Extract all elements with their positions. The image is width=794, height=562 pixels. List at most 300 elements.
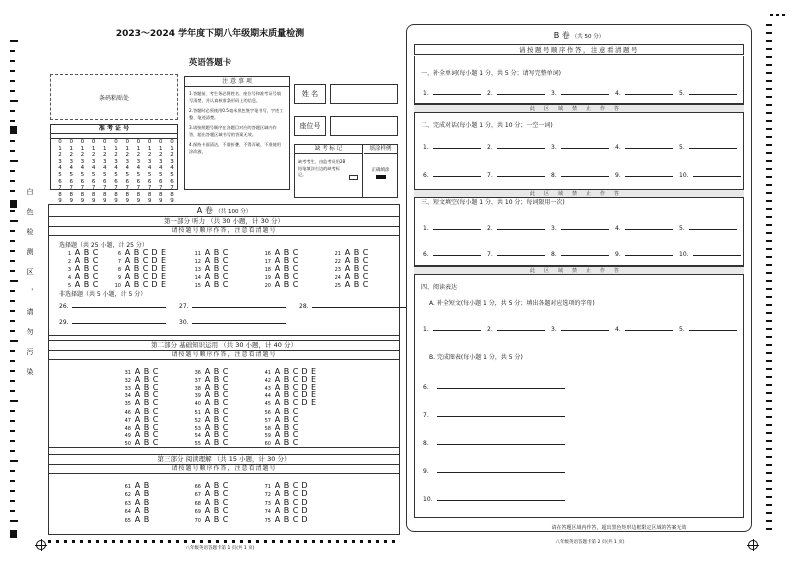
answer-line[interactable]: [497, 142, 545, 149]
option-bubble[interactable]: B: [353, 272, 360, 281]
admission-digit[interactable]: 3: [170, 158, 174, 165]
option-bubble[interactable]: B: [143, 390, 150, 400]
option-bubble[interactable]: C: [292, 506, 299, 516]
reading-question[interactable]: [189, 515, 230, 524]
option-bubble[interactable]: B: [213, 414, 220, 424]
option-bubble[interactable]: A: [134, 506, 141, 516]
admission-digit[interactable]: 2: [69, 152, 73, 159]
option-bubble[interactable]: A: [274, 407, 281, 416]
option-bubble[interactable]: A: [274, 390, 281, 400]
option-bubble[interactable]: A: [204, 422, 211, 432]
option-bubble[interactable]: A: [204, 248, 211, 257]
admission-digit[interactable]: 3: [91, 158, 96, 165]
option-bubble[interactable]: D: [301, 367, 308, 376]
option-bubble[interactable]: C: [222, 248, 229, 257]
answer-item[interactable]: [487, 88, 545, 97]
admission-column[interactable]: [133, 139, 143, 205]
option-bubble[interactable]: C: [362, 256, 369, 265]
option-bubble[interactable]: C: [152, 367, 159, 376]
option-bubble[interactable]: B: [283, 407, 290, 416]
option-bubble[interactable]: A: [274, 272, 281, 281]
option-bubble[interactable]: C: [152, 414, 159, 424]
option-bubble[interactable]: A: [204, 514, 211, 524]
admission-digit[interactable]: 8: [103, 191, 107, 198]
option-bubble[interactable]: B: [283, 506, 290, 516]
option-bubble[interactable]: E: [310, 398, 317, 408]
option-bubble[interactable]: C: [292, 422, 299, 432]
answer-line[interactable]: [689, 142, 737, 149]
admission-digit[interactable]: 5: [159, 171, 163, 178]
admission-digit[interactable]: 8: [136, 191, 141, 198]
option-bubble[interactable]: B: [143, 382, 150, 392]
option-bubble[interactable]: A: [134, 430, 141, 440]
option-bubble[interactable]: B: [143, 514, 150, 524]
admission-digit[interactable]: 4: [58, 165, 62, 172]
option-bubble[interactable]: B: [213, 272, 220, 281]
admission-digit[interactable]: 8: [58, 191, 62, 198]
admission-digit[interactable]: 8: [114, 191, 118, 198]
admission-digit[interactable]: 0: [114, 139, 118, 145]
option-bubble[interactable]: C: [92, 248, 99, 257]
admission-digit[interactable]: 4: [159, 165, 163, 172]
option-bubble[interactable]: A: [134, 438, 141, 448]
answer-line[interactable]: [561, 324, 609, 331]
option-bubble[interactable]: A: [124, 256, 131, 265]
option-bubble[interactable]: A: [74, 272, 81, 281]
option-bubble[interactable]: B: [213, 506, 220, 516]
admission-digit[interactable]: 7: [136, 185, 141, 192]
option-bubble[interactable]: A: [134, 414, 141, 424]
name-input[interactable]: [330, 84, 398, 104]
option-bubble[interactable]: C: [292, 272, 299, 281]
admission-digit[interactable]: 5: [125, 171, 129, 178]
admission-digit[interactable]: 7: [91, 185, 96, 192]
option-bubble[interactable]: C: [362, 280, 369, 289]
admission-digit[interactable]: 6: [170, 178, 174, 185]
admission-digit[interactable]: 7: [114, 185, 118, 192]
option-bubble[interactable]: A: [204, 256, 211, 265]
option-bubble[interactable]: C: [152, 422, 159, 432]
listening-question[interactable]: [329, 280, 370, 289]
admission-digit[interactable]: 7: [147, 185, 152, 192]
admission-digit[interactable]: 3: [80, 158, 85, 165]
option-bubble[interactable]: B: [143, 422, 150, 432]
option-bubble[interactable]: C: [152, 398, 159, 408]
admission-digit[interactable]: 2: [58, 152, 62, 159]
option-bubble[interactable]: B: [133, 264, 140, 273]
admission-digit[interactable]: 2: [114, 152, 118, 159]
option-bubble[interactable]: A: [274, 438, 281, 448]
answer-item[interactable]: [423, 223, 481, 232]
option-bubble[interactable]: A: [204, 264, 211, 273]
admission-digit[interactable]: 5: [114, 171, 118, 178]
admission-digit[interactable]: 0: [91, 139, 96, 145]
option-bubble[interactable]: A: [124, 248, 131, 257]
option-bubble[interactable]: C: [142, 272, 149, 281]
option-bubble[interactable]: B: [283, 438, 290, 448]
option-bubble[interactable]: B: [283, 374, 290, 384]
option-bubble[interactable]: A: [204, 414, 211, 424]
admission-digit[interactable]: 2: [147, 152, 152, 159]
option-bubble[interactable]: C: [142, 264, 149, 273]
admission-digit[interactable]: 4: [103, 165, 107, 172]
answer-item[interactable]: [423, 438, 565, 447]
answer-item[interactable]: [679, 170, 741, 179]
option-bubble[interactable]: A: [204, 438, 211, 448]
admission-digit[interactable]: 1: [136, 145, 141, 152]
option-bubble[interactable]: B: [143, 430, 150, 440]
admission-digit[interactable]: 4: [147, 165, 152, 172]
option-bubble[interactable]: A: [204, 506, 211, 516]
option-bubble[interactable]: C: [142, 256, 149, 265]
admission-digit[interactable]: 1: [58, 145, 62, 152]
answer-item[interactable]: [551, 249, 609, 258]
answer-line[interactable]: [561, 142, 609, 149]
option-bubble[interactable]: C: [92, 256, 99, 265]
option-bubble[interactable]: A: [204, 382, 211, 392]
option-bubble[interactable]: A: [134, 514, 141, 524]
option-bubble[interactable]: B: [83, 280, 90, 289]
answer-item[interactable]: [423, 382, 565, 391]
option-bubble[interactable]: B: [213, 248, 220, 257]
admission-digit[interactable]: 4: [125, 165, 129, 172]
option-bubble[interactable]: A: [204, 272, 211, 281]
answer-item[interactable]: [679, 88, 737, 97]
option-bubble[interactable]: B: [143, 506, 150, 516]
option-bubble[interactable]: C: [362, 264, 369, 273]
option-bubble[interactable]: A: [274, 506, 281, 516]
option-bubble[interactable]: B: [133, 248, 140, 257]
admission-digit[interactable]: 4: [114, 165, 118, 172]
option-bubble[interactable]: D: [301, 481, 308, 490]
answer-line[interactable]: [437, 382, 565, 389]
admission-digit[interactable]: 1: [159, 145, 163, 152]
answer-line[interactable]: [433, 249, 481, 256]
admission-column[interactable]: [156, 139, 166, 205]
admission-digit[interactable]: 2: [103, 152, 107, 159]
admission-digit[interactable]: 4: [91, 165, 96, 172]
option-bubble[interactable]: A: [134, 489, 141, 499]
admission-digit[interactable]: 3: [125, 158, 129, 165]
answer-item[interactable]: [615, 88, 673, 97]
option-bubble[interactable]: B: [283, 430, 290, 440]
option-bubble[interactable]: A: [204, 390, 211, 400]
blank-answer[interactable]: [179, 301, 286, 310]
option-bubble[interactable]: C: [292, 390, 299, 400]
admission-column[interactable]: [89, 139, 99, 205]
option-bubble[interactable]: C: [292, 497, 299, 507]
option-bubble[interactable]: A: [204, 367, 211, 376]
answer-item[interactable]: [551, 88, 609, 97]
admission-digit[interactable]: 6: [80, 178, 85, 185]
option-bubble[interactable]: A: [344, 256, 351, 265]
option-bubble[interactable]: C: [292, 374, 299, 384]
answer-line[interactable]: [689, 88, 737, 95]
option-bubble[interactable]: C: [222, 506, 229, 516]
option-bubble[interactable]: D: [301, 374, 308, 384]
option-bubble[interactable]: B: [213, 374, 220, 384]
admission-column[interactable]: [77, 139, 87, 205]
admission-digit[interactable]: 6: [114, 178, 118, 185]
admission-digit[interactable]: 5: [170, 171, 174, 178]
admission-digit[interactable]: 2: [125, 152, 129, 159]
blank-answer[interactable]: [59, 301, 166, 310]
option-bubble[interactable]: C: [222, 430, 229, 440]
option-bubble[interactable]: B: [143, 497, 150, 507]
admission-digit[interactable]: 6: [136, 178, 141, 185]
admission-digit[interactable]: 1: [125, 145, 129, 152]
option-bubble[interactable]: B: [143, 367, 150, 376]
admission-digit[interactable]: 0: [125, 139, 129, 145]
option-bubble[interactable]: E: [310, 390, 317, 400]
option-bubble[interactable]: A: [74, 256, 81, 265]
option-bubble[interactable]: C: [292, 438, 299, 448]
option-bubble[interactable]: E: [310, 374, 317, 384]
answer-line[interactable]: [497, 324, 545, 331]
admission-digit[interactable]: 6: [147, 178, 152, 185]
option-bubble[interactable]: B: [213, 422, 220, 432]
option-bubble[interactable]: A: [274, 414, 281, 424]
answer-item[interactable]: [423, 466, 565, 475]
admission-digit[interactable]: 0: [170, 139, 174, 145]
option-bubble[interactable]: B: [213, 256, 220, 265]
option-bubble[interactable]: A: [344, 272, 351, 281]
option-bubble[interactable]: A: [134, 374, 141, 384]
admission-digit[interactable]: 9: [69, 198, 73, 205]
option-bubble[interactable]: C: [152, 390, 159, 400]
option-bubble[interactable]: C: [92, 264, 99, 273]
option-bubble[interactable]: B: [213, 438, 220, 448]
option-bubble[interactable]: B: [283, 367, 290, 376]
answer-line[interactable]: [625, 324, 673, 331]
option-bubble[interactable]: C: [152, 438, 159, 448]
option-bubble[interactable]: B: [143, 407, 150, 416]
admission-column[interactable]: [145, 139, 155, 205]
admission-digit[interactable]: 0: [69, 139, 73, 145]
admission-column[interactable]: [55, 139, 65, 205]
option-bubble[interactable]: A: [274, 430, 281, 440]
option-bubble[interactable]: D: [151, 248, 158, 257]
option-bubble[interactable]: C: [222, 280, 229, 289]
blank-answer[interactable]: [299, 301, 406, 310]
admission-digit[interactable]: 9: [114, 198, 118, 205]
admission-digit[interactable]: 3: [147, 158, 152, 165]
answer-line[interactable]: [625, 88, 673, 95]
basics-question[interactable]: [189, 398, 230, 407]
option-bubble[interactable]: B: [133, 272, 140, 281]
option-bubble[interactable]: A: [274, 398, 281, 408]
option-bubble[interactable]: D: [151, 264, 158, 273]
reading-question[interactable]: [119, 515, 151, 524]
admission-digit[interactable]: 2: [80, 152, 85, 159]
admission-digit[interactable]: 1: [69, 145, 73, 152]
answer-line[interactable]: [433, 170, 481, 177]
answer-item[interactable]: [615, 170, 673, 179]
option-bubble[interactable]: C: [152, 382, 159, 392]
admission-digit[interactable]: 6: [103, 178, 107, 185]
admission-digit[interactable]: 8: [170, 191, 174, 198]
admission-digit[interactable]: 1: [80, 145, 85, 152]
admission-digit[interactable]: 4: [170, 165, 174, 172]
option-bubble[interactable]: C: [92, 280, 99, 289]
option-bubble[interactable]: B: [283, 422, 290, 432]
option-bubble[interactable]: C: [292, 481, 299, 490]
option-bubble[interactable]: C: [292, 398, 299, 408]
blank-line[interactable]: [72, 301, 166, 308]
option-bubble[interactable]: E: [160, 280, 167, 289]
basics-question[interactable]: [119, 398, 160, 407]
admission-digit[interactable]: 5: [80, 171, 85, 178]
option-bubble[interactable]: D: [301, 382, 308, 392]
option-bubble[interactable]: B: [353, 248, 360, 257]
admission-digit[interactable]: 6: [91, 178, 96, 185]
option-bubble[interactable]: A: [204, 497, 211, 507]
answer-line[interactable]: [561, 249, 609, 256]
admission-column[interactable]: [111, 139, 121, 205]
admission-digit[interactable]: 5: [147, 171, 152, 178]
answer-item[interactable]: [679, 223, 737, 232]
option-bubble[interactable]: C: [292, 430, 299, 440]
admission-column[interactable]: [100, 139, 110, 205]
option-bubble[interactable]: B: [213, 367, 220, 376]
option-bubble[interactable]: C: [222, 367, 229, 376]
option-bubble[interactable]: A: [274, 422, 281, 432]
option-bubble[interactable]: A: [204, 280, 211, 289]
answer-item[interactable]: [487, 170, 545, 179]
option-bubble[interactable]: B: [283, 414, 290, 424]
option-bubble[interactable]: A: [204, 398, 211, 408]
option-bubble[interactable]: B: [83, 256, 90, 265]
option-bubble[interactable]: C: [292, 514, 299, 524]
answer-item[interactable]: [551, 170, 609, 179]
admission-digit[interactable]: 3: [58, 158, 62, 165]
admission-digit[interactable]: 1: [147, 145, 152, 152]
option-bubble[interactable]: D: [301, 489, 308, 499]
answer-line[interactable]: [497, 249, 545, 256]
answer-line[interactable]: [437, 410, 565, 417]
option-bubble[interactable]: B: [213, 407, 220, 416]
admission-digit[interactable]: 0: [147, 139, 152, 145]
admission-digit[interactable]: 1: [91, 145, 96, 152]
admission-digit-columns[interactable]: [51, 139, 177, 205]
option-bubble[interactable]: C: [222, 489, 229, 499]
answer-item[interactable]: [551, 142, 609, 151]
admission-digit[interactable]: 8: [80, 191, 85, 198]
option-bubble[interactable]: B: [283, 489, 290, 499]
admission-digit[interactable]: 6: [69, 178, 73, 185]
option-bubble[interactable]: E: [310, 367, 317, 376]
option-bubble[interactable]: A: [274, 248, 281, 257]
admission-digit[interactable]: 6: [125, 178, 129, 185]
option-bubble[interactable]: C: [222, 438, 229, 448]
option-bubble[interactable]: A: [134, 481, 141, 490]
option-bubble[interactable]: C: [92, 272, 99, 281]
answer-line[interactable]: [433, 324, 481, 331]
option-bubble[interactable]: B: [213, 514, 220, 524]
answer-item[interactable]: [487, 324, 545, 333]
option-bubble[interactable]: A: [124, 272, 131, 281]
answer-item[interactable]: [679, 249, 741, 258]
answer-line[interactable]: [437, 438, 565, 445]
answer-item[interactable]: [487, 223, 545, 232]
answer-item[interactable]: [423, 170, 481, 179]
option-bubble[interactable]: A: [124, 264, 131, 273]
answer-line[interactable]: [497, 170, 545, 177]
admission-digit[interactable]: 8: [125, 191, 129, 198]
option-bubble[interactable]: C: [222, 398, 229, 408]
option-bubble[interactable]: A: [344, 264, 351, 273]
option-bubble[interactable]: B: [143, 398, 150, 408]
option-bubble[interactable]: A: [134, 382, 141, 392]
option-bubble[interactable]: A: [344, 248, 351, 257]
option-bubble[interactable]: C: [362, 272, 369, 281]
option-bubble[interactable]: C: [362, 248, 369, 257]
admission-digit[interactable]: 3: [103, 158, 107, 165]
option-bubble[interactable]: B: [83, 264, 90, 273]
seat-input[interactable]: [330, 116, 398, 136]
admission-digit[interactable]: 7: [103, 185, 107, 192]
option-bubble[interactable]: B: [213, 497, 220, 507]
answer-line[interactable]: [437, 466, 565, 473]
admission-digit[interactable]: 4: [80, 165, 85, 172]
option-bubble[interactable]: B: [283, 390, 290, 400]
option-bubble[interactable]: B: [283, 272, 290, 281]
admission-digit[interactable]: 9: [136, 198, 141, 205]
basics-question[interactable]: [259, 438, 300, 447]
admission-digit[interactable]: 5: [69, 171, 73, 178]
answer-item[interactable]: [423, 494, 565, 503]
answer-item[interactable]: [679, 142, 737, 151]
admission-digit[interactable]: 4: [69, 165, 73, 172]
answer-line[interactable]: [625, 170, 673, 177]
admission-digit[interactable]: 8: [91, 191, 96, 198]
admission-digit[interactable]: 9: [103, 198, 107, 205]
option-bubble[interactable]: C: [292, 367, 299, 376]
option-bubble[interactable]: A: [274, 489, 281, 499]
option-bubble[interactable]: B: [143, 438, 150, 448]
admission-digit[interactable]: 5: [58, 171, 62, 178]
option-bubble[interactable]: B: [283, 264, 290, 273]
admission-digit[interactable]: 9: [91, 198, 96, 205]
option-bubble[interactable]: D: [151, 272, 158, 281]
blank-answer[interactable]: [59, 317, 166, 326]
option-bubble[interactable]: A: [134, 398, 141, 408]
option-bubble[interactable]: C: [292, 256, 299, 265]
admission-digit[interactable]: 2: [91, 152, 96, 159]
admission-digit[interactable]: 3: [159, 158, 163, 165]
option-bubble[interactable]: A: [274, 481, 281, 490]
option-bubble[interactable]: A: [134, 407, 141, 416]
option-bubble[interactable]: C: [222, 481, 229, 490]
option-bubble[interactable]: E: [160, 272, 167, 281]
option-bubble[interactable]: A: [74, 280, 81, 289]
answer-line[interactable]: [693, 170, 741, 177]
option-bubble[interactable]: A: [134, 497, 141, 507]
option-bubble[interactable]: A: [204, 407, 211, 416]
answer-item[interactable]: [423, 88, 481, 97]
answer-line[interactable]: [561, 170, 609, 177]
answer-item[interactable]: [551, 324, 609, 333]
admission-column[interactable]: [167, 139, 177, 205]
option-bubble[interactable]: C: [142, 248, 149, 257]
answer-line[interactable]: [561, 88, 609, 95]
admission-digit[interactable]: 1: [114, 145, 118, 152]
option-bubble[interactable]: B: [213, 390, 220, 400]
blank-line[interactable]: [192, 301, 286, 308]
option-bubble[interactable]: D: [151, 256, 158, 265]
listening-question[interactable]: [259, 280, 300, 289]
answer-item[interactable]: [615, 142, 673, 151]
